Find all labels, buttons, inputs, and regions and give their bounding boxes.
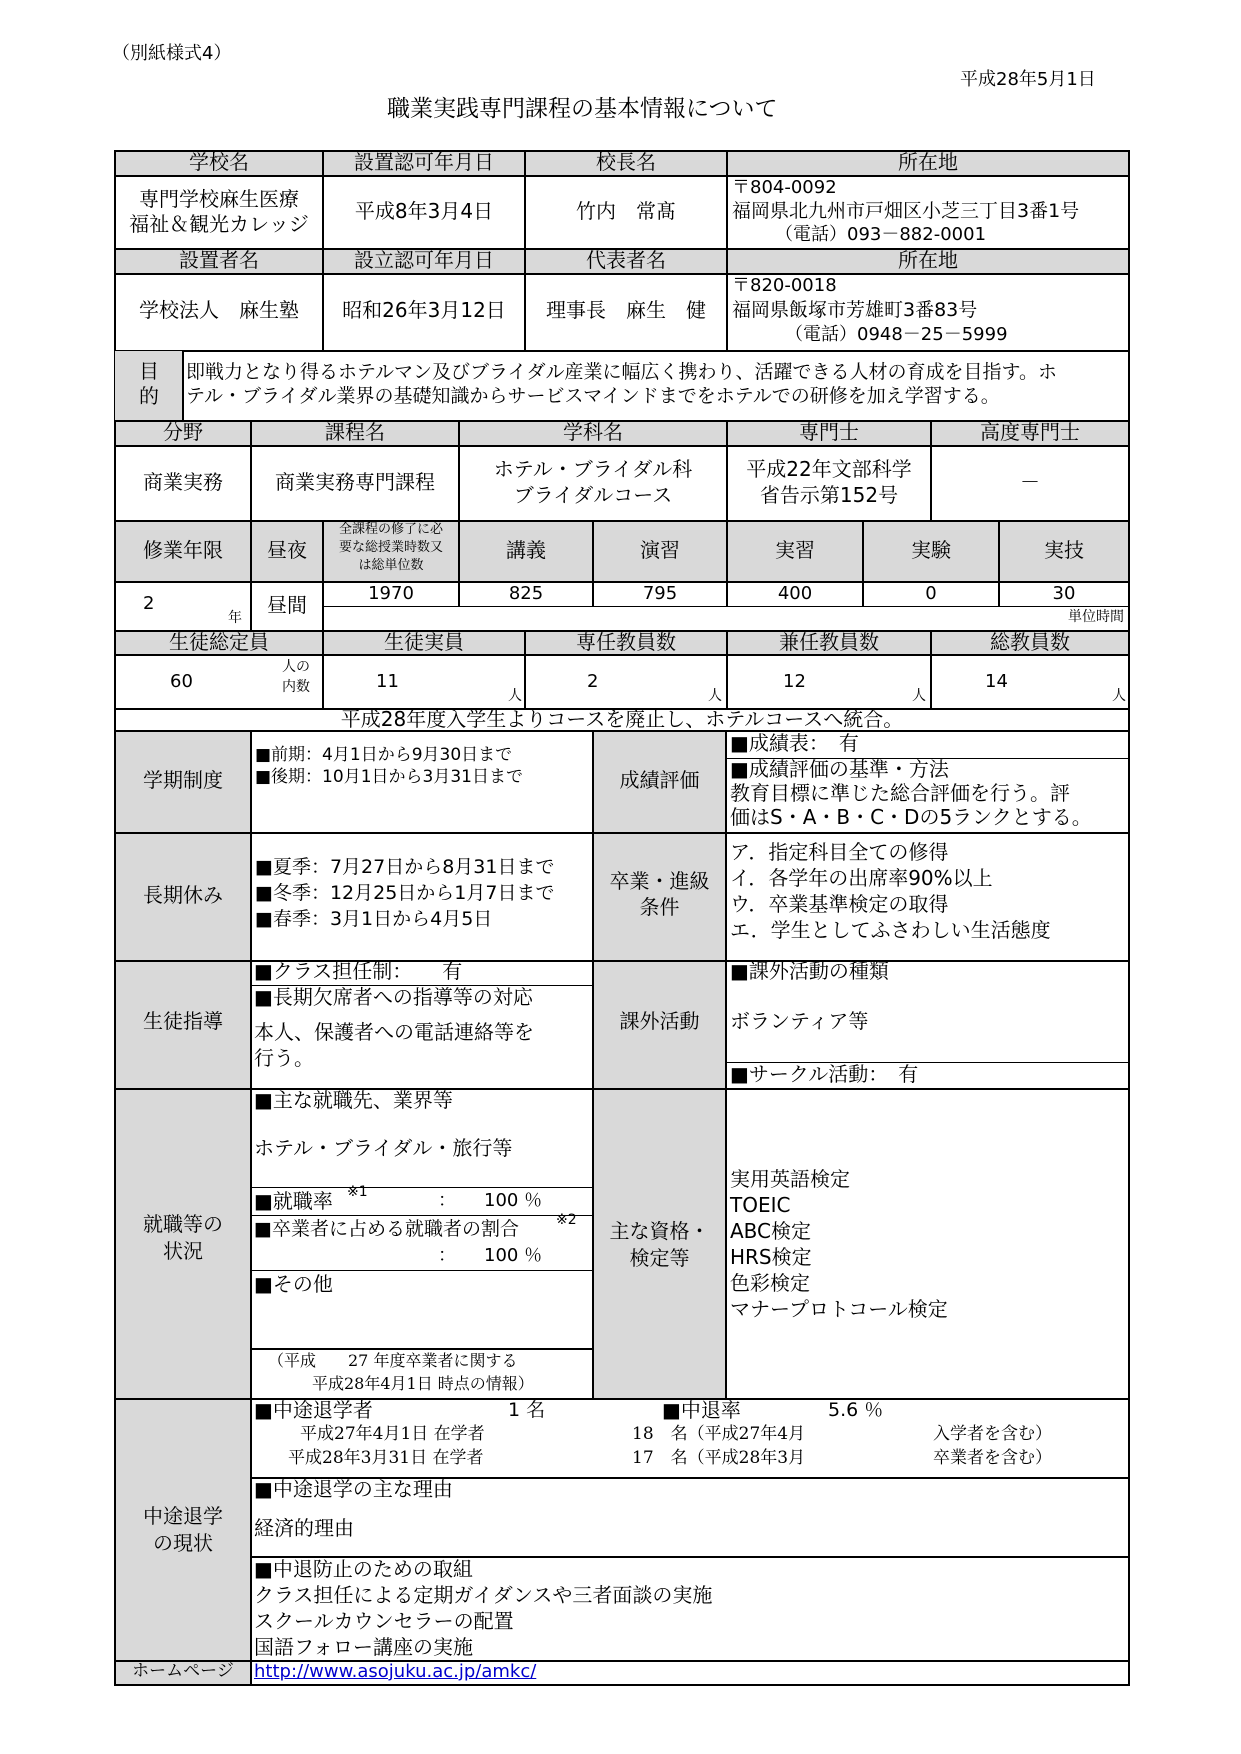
purpose-text: 即戦力となり得るホテルマン及びブライダル産業に幅広く携わり、活躍できる人材の育成を目指す。ホ	[186, 361, 1057, 383]
grades-label: 成績評価	[619, 768, 700, 792]
employment-rate-colon: ：	[438, 1190, 456, 1211]
total-hours-value: 1970	[368, 583, 414, 604]
qualification-item: マナープロトコール検定	[730, 1297, 948, 1321]
vacation-summer: ■夏季：7月27日から8月31日まで	[255, 856, 555, 878]
header-total-hours-3: は総単位数	[358, 558, 424, 573]
header-seminar: 演習	[640, 538, 680, 562]
school-name: 専門学校麻生医療	[139, 187, 299, 211]
guidance-homeroom: ■クラス担任制： 有	[254, 959, 463, 983]
dropout-enrolled-end: 平成28年3月31日 在学者	[288, 1448, 484, 1468]
header-founder: 設置者名	[179, 248, 259, 272]
employment-footnote-2: 平成28年4月1日 時点の情報）	[312, 1374, 534, 1393]
founder-tel: （電話）0948－25－5999	[785, 324, 1008, 345]
founder-zip: 〒820-0018	[732, 275, 837, 296]
specialist-value: 平成22年文部科学	[746, 457, 912, 481]
guidance-absence-2: 行う。	[254, 1046, 314, 1070]
department-value: ホテル・ブライダル科	[493, 457, 693, 481]
header-representative: 代表者名	[586, 248, 666, 272]
header-fulltime: 専任教員数	[576, 630, 676, 654]
founder-address: 福岡県飯塚市芳雄町3番83号	[732, 299, 978, 321]
lecture-value: 825	[508, 583, 544, 604]
header-principal: 校長名	[596, 150, 656, 174]
employment-main-title: ■主な就職先、業界等	[254, 1088, 453, 1112]
form-label: （別紙様式4）	[112, 43, 232, 64]
dropout-enrolled-start-note: 入学者を含む）	[933, 1424, 1052, 1444]
vacation-winter: ■冬季：12月25日から1月7日まで	[255, 882, 555, 904]
qualification-item: TOEIC	[730, 1193, 791, 1217]
grades-criteria-2: 価はS・A・B・C・Dの5ランクとする。	[730, 805, 1092, 829]
field-value: 商業実務	[143, 470, 223, 494]
staff-note: 平成28年度入学生よりコースを廃止し、ホテルコースへ統合。	[340, 707, 904, 731]
qualification-item: ABC検定	[730, 1219, 812, 1243]
employment-main: ホテル・ブライダル・旅行等	[254, 1136, 513, 1160]
practice-value: 400	[777, 583, 813, 604]
grades-criteria-title: ■成績評価の基準・方法	[730, 757, 949, 781]
header-years: 修業年限	[143, 538, 223, 562]
graduation-req-2: イ．各学年の出席率90%以上	[730, 866, 993, 890]
department-value-2: ブライダルコース	[513, 483, 673, 507]
graduation-req-3: ウ．卒業基準検定の取得	[730, 892, 949, 916]
vacation-label: 長期休み	[143, 883, 223, 907]
header-lecture: 講義	[506, 538, 546, 562]
capacity-value: 60	[170, 671, 193, 692]
dropout-prevention-item: 国語フォロー講座の実施	[254, 1635, 473, 1659]
purpose-text-2: テル・ブライダル業界の基礎知識からサービスマインドまでをホテルでの研修を加え学習する。	[186, 385, 1000, 407]
dropout-prevention-item: クラス担任による定期ガイダンスや三者面談の実施	[254, 1583, 713, 1607]
activities-types-title: ■課外活動の種類	[730, 959, 889, 983]
header-skill: 実技	[1044, 538, 1084, 562]
activities-types: ボランティア等	[730, 1009, 869, 1033]
grades-criteria: 教育目標に準じた総合評価を行う。評	[730, 781, 1070, 805]
vacation-spring: ■春季：3月1日から4月5日	[255, 908, 493, 930]
employment-label-2: 状況	[163, 1239, 203, 1263]
header-actual: 生徒実員	[384, 630, 464, 654]
header-founded-date: 設立認可年月日	[354, 248, 494, 272]
total-staff-value: 14	[985, 671, 1008, 692]
dropout-count: 1 名	[508, 1399, 546, 1421]
employment-rate-note: ※1	[347, 1184, 368, 1200]
dropout-label-2: の現状	[153, 1531, 213, 1555]
school-tel: （電話）093－882-0001	[775, 224, 987, 245]
employment-ratio-label: ■卒業者に占める就職者の割合	[254, 1218, 519, 1240]
principal-name: 竹内 常髙	[576, 199, 676, 223]
homepage-label: ホームページ	[132, 1661, 234, 1681]
header-parttime: 兼任教員数	[779, 630, 879, 654]
school-name-2: 福祉＆観光カレッジ	[129, 212, 309, 236]
graduation-req-4: エ．学生としてふさわしい生活態度	[730, 918, 1051, 942]
header-experiment: 実験	[911, 538, 951, 562]
dropout-enrolled-start: 平成27年4月1日 在学者	[300, 1424, 485, 1444]
homepage-link[interactable]: http://www.asojuku.ac.jp/amkc/	[254, 1661, 537, 1682]
header-advanced-specialist: 高度専門士	[980, 420, 1080, 444]
graduation-req-1: ア．指定科目全ての修得	[730, 840, 949, 864]
representative-name: 理事長 麻生 健	[546, 298, 706, 322]
parttime-unit: 人	[912, 688, 926, 704]
header-address: 所在地	[898, 150, 958, 174]
header-total-hours-2: 要な総授業時数又	[338, 540, 443, 555]
dropout-reason-title: ■中途退学の主な理由	[254, 1477, 453, 1501]
qualifications-label-2: 検定等	[629, 1246, 690, 1270]
actual-value: 11	[376, 671, 399, 692]
term-first: ■前期：4月1日から9月30日まで	[255, 745, 513, 765]
header-total-hours: 全課程の修了に必	[338, 522, 443, 537]
years-value: 2	[143, 593, 155, 614]
activities-circle: ■サークル活動： 有	[730, 1062, 919, 1086]
dropout-rate-label: ■中退率	[662, 1398, 741, 1422]
total-staff-unit: 人	[1112, 688, 1126, 704]
header-course: 課程名	[325, 420, 385, 444]
header-school-name: 学校名	[189, 150, 249, 174]
guidance-absence: 本人、保護者への電話連絡等を	[254, 1020, 534, 1044]
qualifications-label: 主な資格・	[609, 1219, 710, 1243]
header-daynight: 昼夜	[267, 538, 307, 562]
dropout-label: 中途退学	[143, 1504, 223, 1528]
dropout-enrolled-end-note: 卒業者を含む）	[933, 1448, 1052, 1468]
header-specialist: 専門士	[799, 420, 859, 444]
activities-label: 課外活動	[619, 1009, 700, 1033]
graduation-label: 卒業・進級	[609, 869, 710, 893]
dropout-prevention-item: スクールカウンセラーの配置	[254, 1609, 514, 1633]
school-zip: 〒804-0092	[732, 177, 837, 198]
guidance-label: 生徒指導	[143, 1009, 223, 1033]
term-label: 学期制度	[143, 768, 223, 792]
employment-ratio-colon: ：	[438, 1245, 456, 1266]
employment-rate: 100 ％	[484, 1190, 543, 1211]
purpose-label: 目	[139, 359, 159, 383]
purpose-label-2: 的	[139, 384, 159, 408]
employment-footnote: （平成 27 年度卒業者に関する	[268, 1351, 518, 1370]
header-practice: 実習	[775, 538, 815, 562]
years-unit: 年	[228, 610, 242, 626]
graduation-label-2: 条件	[639, 895, 680, 919]
page-title: 職業実践専門課程の基本情報について	[387, 96, 778, 122]
document-date: 平成28年5月1日	[960, 69, 1096, 90]
qualification-item: 色彩検定	[730, 1271, 810, 1295]
dropout-reason: 経済的理由	[254, 1516, 354, 1540]
parttime-value: 12	[783, 671, 806, 692]
dropout-enrolled-end-num: 17 名（平成28年3月	[632, 1448, 806, 1468]
qualification-item: HRS検定	[730, 1245, 812, 1269]
dropout-count-label: ■中途退学者	[254, 1398, 373, 1422]
capacity-note-2: 内数	[282, 679, 310, 695]
employment-ratio: 100 ％	[484, 1245, 543, 1266]
hours-unit: 単位時間	[1068, 609, 1124, 625]
employment-rate-label: ■就職率	[254, 1189, 333, 1213]
header-founder-address: 所在地	[898, 248, 958, 272]
dropout-enrolled-start-num: 18 名（平成27年4月	[632, 1424, 806, 1444]
specialist-value-2: 省告示第152号	[759, 483, 899, 507]
grades-report: ■成績表： 有	[730, 731, 859, 755]
term-second: ■後期：10月1日から3月31日まで	[255, 767, 523, 787]
founder-name: 学校法人 麻生塾	[139, 298, 299, 322]
header-approval-date: 設置認可年月日	[354, 150, 494, 174]
daynight-value: 昼間	[267, 593, 307, 617]
course-value: 商業実務専門課程	[275, 470, 435, 494]
fulltime-unit: 人	[708, 688, 722, 704]
fulltime-value: 2	[587, 671, 599, 692]
employment-other: ■その他	[254, 1272, 333, 1296]
employment-label: 就職等の	[143, 1212, 223, 1236]
capacity-note: 人の	[282, 659, 310, 675]
header-total-staff: 総教員数	[990, 630, 1070, 654]
dropout-rate: 5.6 ％	[828, 1399, 884, 1421]
header-field: 分野	[163, 420, 203, 444]
founder-date: 昭和26年3月12日	[342, 298, 506, 322]
qualification-item: 実用英語検定	[730, 1167, 850, 1191]
dropout-prevention-title: ■中退防止のための取組	[254, 1557, 473, 1581]
skill-value: 30	[1052, 583, 1076, 604]
school-approval-date: 平成8年3月4日	[354, 199, 494, 223]
employment-ratio-note: ※2	[556, 1212, 577, 1228]
actual-unit: 人	[508, 688, 522, 704]
experiment-value: 0	[925, 583, 937, 604]
advanced-specialist-value: －	[1020, 470, 1040, 494]
school-address: 福岡県北九州市戸畑区小芝三丁目3番1号	[732, 200, 1080, 222]
header-capacity: 生徒総定員	[169, 630, 269, 654]
seminar-value: 795	[642, 583, 678, 604]
guidance-absence-title: ■長期欠席者への指導等の対応	[254, 985, 533, 1009]
header-department: 学科名	[563, 420, 623, 444]
